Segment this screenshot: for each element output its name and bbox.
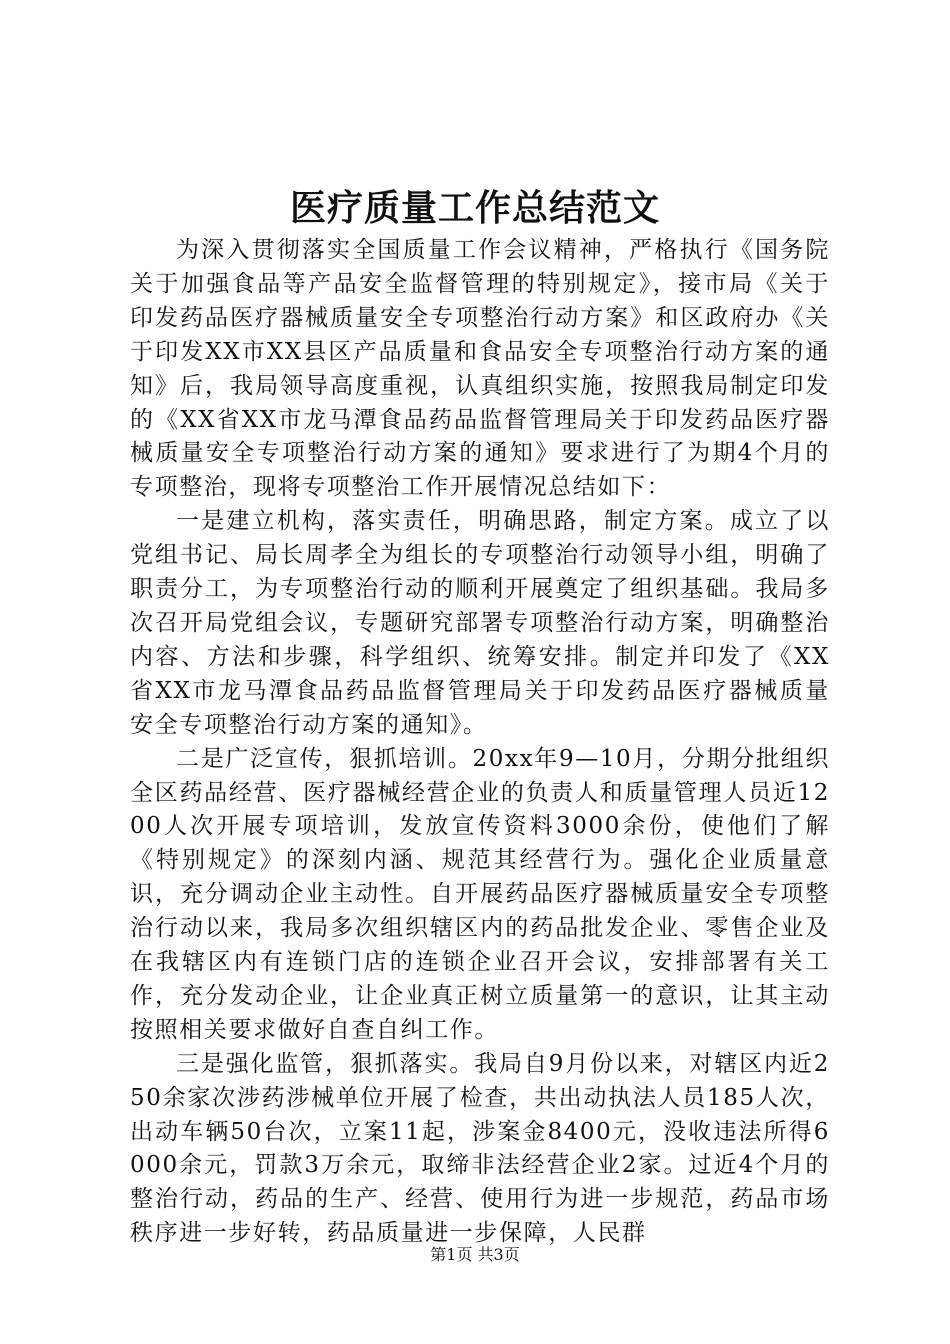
document-title: 医疗质量工作总结范文 xyxy=(289,187,660,229)
paragraph-point-two: 二是广泛宣传，狠抓培训。20xx年9—10月，分期分批组织全区药品经营、医疗器械经营企业的负责人和质量管理人员近1200人次开展专项培训，发放宣传资料3000余份，使他们了解《特别规定》的深刻内涵、规范其经营行为。强化企业质量意识，充分调动企业主动性。自开展药品医疗器械质量安全专项整治行动以来，我局多次组织辖区内的药品批发企业、零售企业及在我辖区内有连锁门店的连锁企业召开会议，安排部署有关工作，充分发动企业，让企业真正树立质量第一的意识，让其主动按照相关要求做好自查自纠工作。 xyxy=(130,745,830,1043)
document-body xyxy=(130,234,830,1251)
paragraph-point-three: 三是强化监管，狠抓落实。我局自9月份以来，对辖区内近250余家次涉药涉械单位开展了检查，共出动执法人员185人次，出动车辆50台次，立案11起，涉案金8400元，没收违法所得6000余元，罚款3万余元，取缔非法经营企业2家。过近4个月的整治行动，药品的生产、经营、使用行为进一步规范，药品市场秩序进一步好转，药品质量进一步保障，人民群 xyxy=(130,1050,830,1247)
paragraph-point-one: 一是建立机构，落实责任，明确思路，制定方案。成立了以党组书记、局长周孝全为组长的专项整治行动领导小组，明确了职责分工，为专项整治行动的顺利开展奠定了组织基础。我局多次召开局党组会议，专题研究部署专项整治行动方案，明确整治内容、方法和步骤，科学组织、统筹安排。制定并印发了《XX省XX市龙马潭食品药品监督管理局关于印发药品医疗器械质量安全专项整治行动方案的通知》。 xyxy=(130,508,830,738)
paragraph-intro: 为深入贯彻落实全国质量工作会议精神，严格执行《国务院关于加强食品等产品安全监督管理的特别规定》，接市局《关于印发药品医疗器械质量安全专项整治行动方案》和区政府办《关于印发XX市XX县区产品质量和食品安全专项整治行动方案的通知》后，我局领导高度重视，认真组织实施，按照我局制定印发的《XX省XX市龙马潭食品药品监督管理局关于印发药品医疗器械质量安全专项整治行动方案的通知》要求进行了为期4个月的专项整治，现将专项整治工作开展情况总结如下： xyxy=(130,237,830,501)
page-number-footer: 第1页 共3页 xyxy=(430,1245,520,1264)
